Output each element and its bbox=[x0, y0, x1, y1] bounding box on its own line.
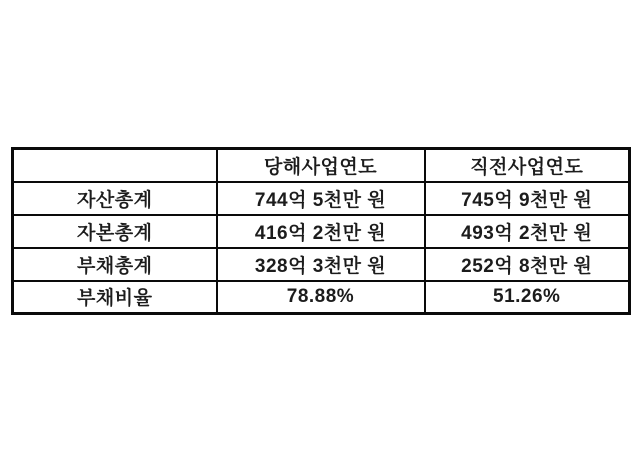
value-current: 78.88% bbox=[217, 281, 425, 314]
header-current-year: 당해사업연도 bbox=[217, 149, 425, 182]
financial-summary-table bbox=[11, 147, 631, 315]
row-label: 부채총계 bbox=[13, 248, 217, 281]
value-previous: 745억 9천만 원 bbox=[425, 182, 630, 215]
header-row bbox=[13, 149, 630, 182]
row-label: 부채비율 bbox=[13, 281, 217, 314]
value-current: 744억 5천만 원 bbox=[217, 182, 425, 215]
header-previous-year: 직전사업연도 bbox=[425, 149, 630, 182]
row-label: 자산총계 bbox=[13, 182, 217, 215]
row-total-liabilities bbox=[13, 248, 630, 281]
value-current: 416억 2천만 원 bbox=[217, 215, 425, 248]
row-debt-ratio bbox=[13, 281, 630, 314]
value-current: 328억 3천만 원 bbox=[217, 248, 425, 281]
value-previous: 252억 8천만 원 bbox=[425, 248, 630, 281]
row-total-capital bbox=[13, 215, 630, 248]
row-label: 자본총계 bbox=[13, 215, 217, 248]
header-empty-cell bbox=[13, 149, 217, 182]
row-total-assets bbox=[13, 182, 630, 215]
value-previous: 493억 2천만 원 bbox=[425, 215, 630, 248]
value-previous: 51.26% bbox=[425, 281, 630, 314]
